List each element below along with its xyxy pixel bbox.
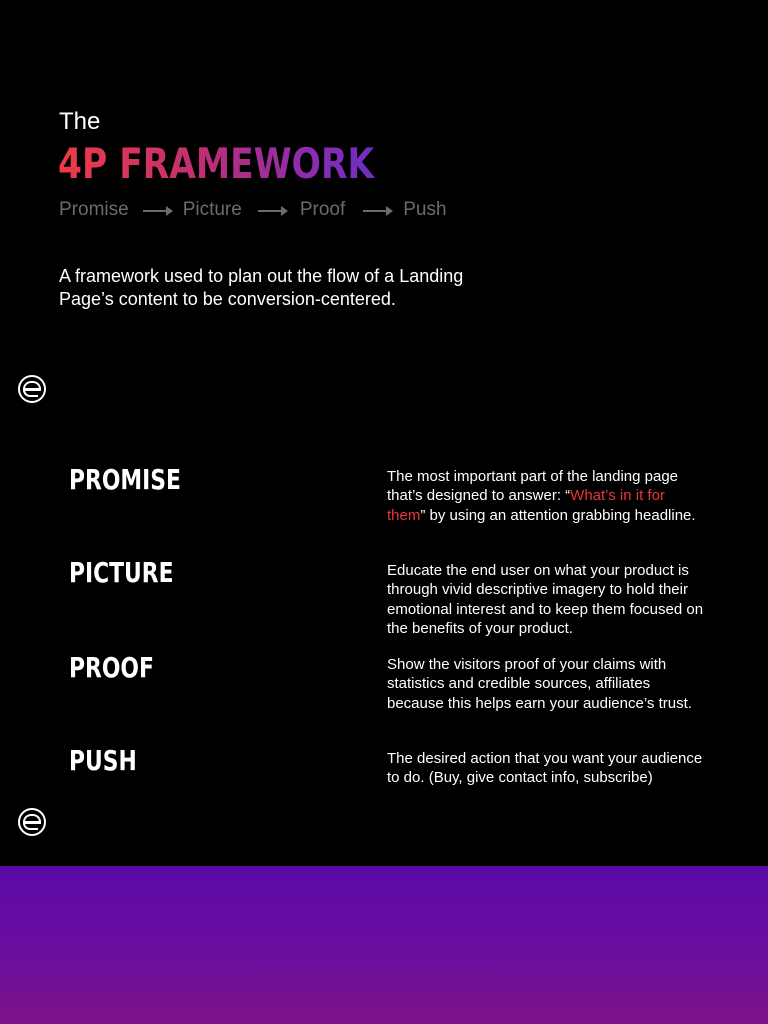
section-desc-picture: Educate the end user on what your product is through vivid descriptive imagery to hold their emotional interest and to keep them focused on the benefits of your product. [387, 562, 704, 637]
step-picture: Picture [182, 199, 242, 220]
desc-text: The most important part of the landing page that’s designed to answer: “ [387, 468, 679, 505]
section-desc-proof: Show the visitors proof of your claims with statistics and credible sources, affiliates because this helps earn your audience’s trust. [387, 656, 692, 712]
intro-line-1: A framework used to plan out the flow of a Landing [59, 266, 464, 286]
arrow-right-icon [143, 210, 171, 212]
arrow-right-icon [258, 210, 286, 212]
desc-text: ” by using an attention grabbing headline. [420, 506, 696, 524]
section-heading-picture: PICTURE [69, 556, 174, 589]
intro-line-2: Page’s content to be conversion-centered. [59, 289, 396, 309]
section-heading-proof: PROOF [69, 651, 154, 684]
pre-title: The [59, 108, 101, 135]
section-heading-push: PUSH [69, 744, 137, 777]
arrow-right-icon [363, 210, 391, 212]
page-title: 4P FRAMEWORK [58, 139, 375, 188]
section-desc-push: The desired action that you want your audience to do. (Buy, give contact info, subscribe) [387, 750, 703, 787]
intro-text [59, 265, 529, 311]
step-push: Push [403, 199, 447, 220]
footer-gradient-band [0, 866, 768, 1024]
step-proof: Proof [299, 199, 346, 220]
circle-e-logo-icon [18, 808, 46, 836]
section-heading-promise: PROMISE [69, 463, 181, 496]
section-desc-promise [387, 467, 707, 525]
framework-steps [59, 199, 447, 221]
circle-e-logo-icon [18, 375, 46, 403]
desc-highlight: What’s in it for them [387, 487, 665, 524]
step-promise: Promise [59, 199, 129, 220]
